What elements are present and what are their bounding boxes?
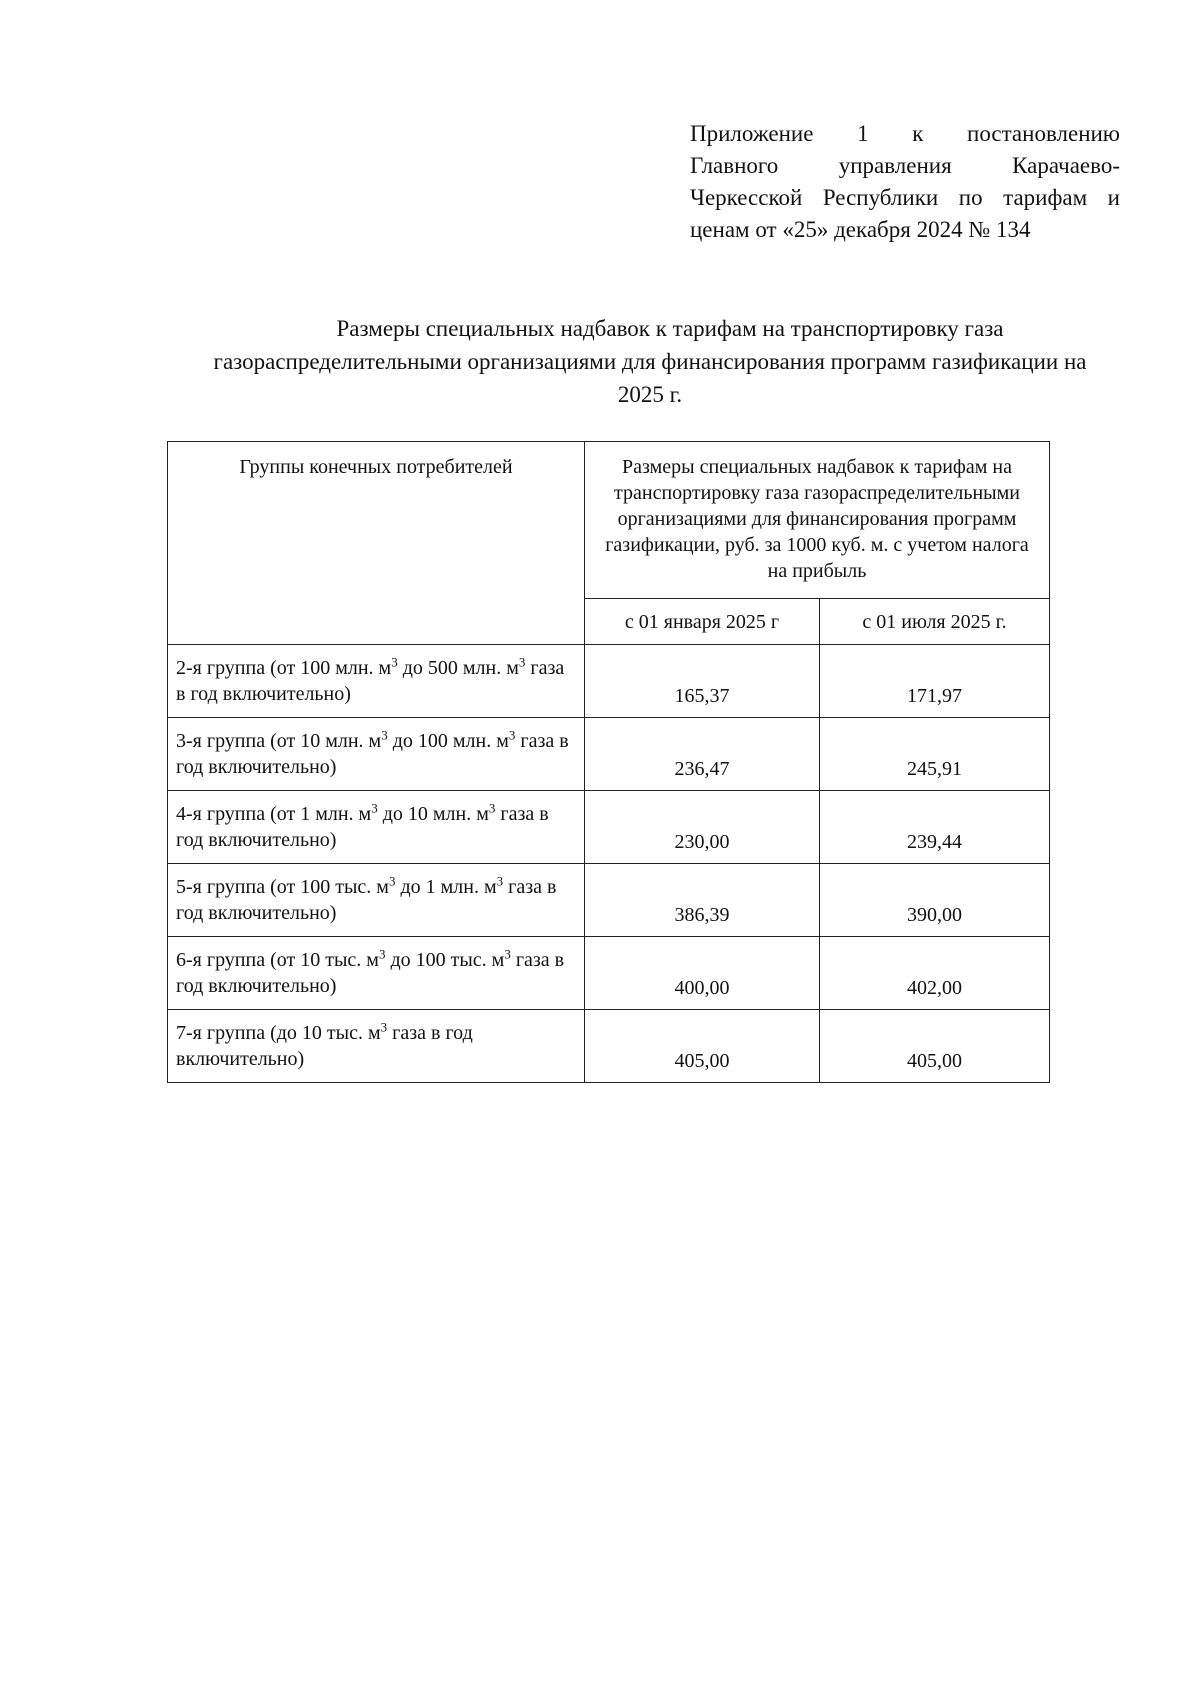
- group-text: газа в год включительно): [176, 803, 549, 851]
- cubic-superscript: 3: [488, 800, 496, 816]
- group-text: 5-я группа (от 100 тыс. м: [176, 876, 389, 898]
- title-line-3: 2025 г.: [617, 382, 683, 407]
- tariff-table: [167, 441, 1050, 1083]
- value-january: 400,00: [585, 937, 820, 1010]
- cubic-superscript: 3: [381, 727, 388, 743]
- document-title: [170, 312, 1130, 411]
- table-row: [168, 1010, 1050, 1083]
- table-row: [168, 718, 1050, 791]
- cubic-superscript: 3: [504, 946, 511, 962]
- group-text: газа в год включительно): [176, 876, 557, 924]
- group-text: 4-я группа (от 1 млн. м: [176, 803, 372, 825]
- group-text: 2-я группа (от 100 млн. м: [176, 657, 392, 679]
- value-july: 390,00: [820, 864, 1050, 937]
- title-line-2: газораспределительными организациями для финансирования программ газификации на: [213, 349, 1087, 374]
- group-text: до 100 тыс. м: [385, 949, 505, 971]
- table-row: [168, 937, 1050, 1010]
- table-row: [168, 791, 1050, 864]
- cubic-superscript: 3: [496, 873, 504, 889]
- group-text: газа в год включительно): [176, 657, 565, 705]
- group-text: до 1 млн. м: [395, 876, 497, 898]
- table-row: [168, 645, 1050, 718]
- group-column-header: Группы конечных потребителей: [168, 442, 585, 645]
- cubic-superscript: 3: [378, 946, 386, 962]
- consumer-group-cell: [168, 718, 585, 791]
- value-january: 236,47: [585, 718, 820, 791]
- consumer-group-cell: [168, 937, 585, 1010]
- annex-line-2: Главного управления Карачаево-: [690, 153, 1120, 178]
- value-july: 239,44: [820, 791, 1050, 864]
- group-text: 7-я группа (до 10 тыс. м: [176, 1022, 381, 1044]
- group-text: 6-я группа (от 10 тыс. м: [176, 949, 379, 971]
- value-july: 245,91: [820, 718, 1050, 791]
- group-text: до 100 млн. м: [387, 730, 509, 752]
- annex-line-4: ценам от «25» декабря 2024 № 134: [690, 217, 1031, 242]
- cubic-superscript: 3: [388, 873, 396, 889]
- table-body: [168, 645, 1050, 1083]
- cubic-superscript: 3: [380, 1019, 388, 1035]
- cubic-superscript: 3: [371, 800, 378, 816]
- value-july: 171,97: [820, 645, 1050, 718]
- group-text: газа в год включительно): [176, 1022, 473, 1070]
- annex-line-3: Черкесской Республики по тарифам и: [690, 185, 1120, 210]
- period-header-january: с 01 января 2025 г: [585, 599, 820, 645]
- period-header-july: с 01 июля 2025 г.: [820, 599, 1050, 645]
- group-text: до 10 млн. м: [377, 803, 489, 825]
- value-january: 165,37: [585, 645, 820, 718]
- title-line-1: Размеры специальных надбавок к тарифам на транспортировку газа: [336, 316, 1004, 341]
- group-text: газа в год включительно): [176, 949, 565, 997]
- table-header-row: [168, 442, 1050, 599]
- value-july: 405,00: [820, 1010, 1050, 1083]
- cubic-superscript: 3: [518, 654, 526, 670]
- consumer-group-cell: [168, 645, 585, 718]
- consumer-group-cell: [168, 791, 585, 864]
- value-july: 402,00: [820, 937, 1050, 1010]
- group-text: газа в год включительно): [176, 730, 569, 778]
- cubic-superscript: 3: [391, 654, 398, 670]
- annex-heading: [690, 118, 1120, 246]
- consumer-group-cell: [168, 1010, 585, 1083]
- annex-line-1: Приложение 1 к постановлению: [690, 121, 1120, 146]
- value-january: 405,00: [585, 1010, 820, 1083]
- group-text: 3-я группа (от 10 млн. м: [176, 730, 382, 752]
- value-january: 230,00: [585, 791, 820, 864]
- value-january: 386,39: [585, 864, 820, 937]
- cubic-superscript: 3: [508, 727, 516, 743]
- group-text: до 500 млн. м: [397, 657, 519, 679]
- surcharge-column-header: Размеры специальных надбавок к тарифам на транспортировку газа газораспределительными организациями для финансирования программ газификации, руб. за 1000 куб. м. с учетом налога на прибыль: [585, 442, 1050, 599]
- consumer-group-cell: [168, 864, 585, 937]
- table-row: [168, 864, 1050, 937]
